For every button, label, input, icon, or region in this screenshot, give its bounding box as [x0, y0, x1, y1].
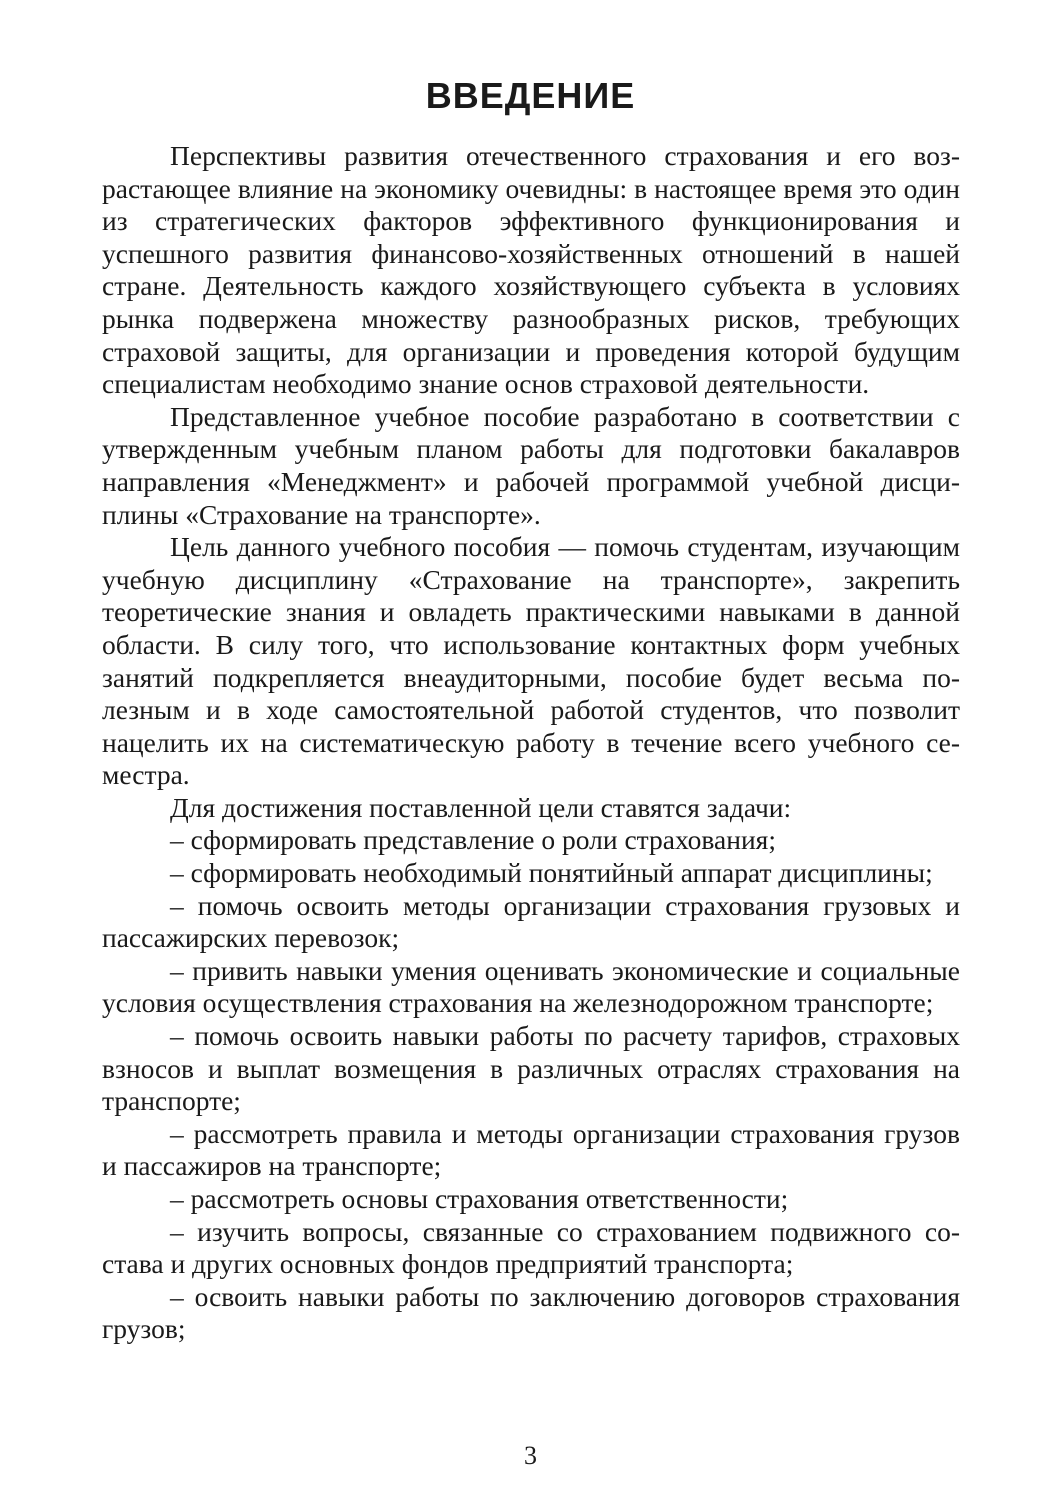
task-list-item: – привить навыки умения оценивать экономические и социальные условия осуществления страхования на железнодорожном транспорте;: [102, 954, 960, 1019]
page-number: 3: [524, 1441, 537, 1470]
task-list-item: – освоить навыки работы по заключению договоров страхования грузов;: [102, 1280, 960, 1345]
task-list-item: – рассмотреть правила и методы организации страхования грузов и пассажиров на транспорте;: [102, 1117, 960, 1182]
page-title: ВВЕДЕНИЕ: [425, 75, 636, 116]
paragraph-intro: Перспективы развития отечественного страхования и его возрастающее влияние на экономику очевидны: в настоящее время это один из стратегических факторов эффективного функционирования и успешного развития финансово-хозяйственных отношений в нашей стране. Деятельность каждого хозяйствующего субъекта в условиях рынка подвержена множеству разнообразных рисков, требующих страховой защиты, для организации и проведения которой будущим специалистам необходимо знание основ страховой деятельности.: [102, 140, 960, 400]
paragraph-tasks-intro: Для достижения поставленной цели ставятся задачи:: [170, 791, 792, 823]
task-list-item: – помочь освоить навыки работы по расчету тарифов, страховых взносов и выплат возмещения в различных отраслях страхования на транспорте;: [102, 1020, 960, 1117]
paragraph-goal: Цель данного учебного пособия — помочь студентам, изучающим учебную дисциплину «Страхование на транспорте», закрепить теоретические знания и овладеть практическими навыками в данной области. В силу того, что использование контактных форм учебных занятий подкрепляется внеаудиторными, пособие будет весьма полезным и в ходе самостоятельной работой студентов, что позволит нацелить их на систематическую работу в течение всего учебного семестра.: [102, 531, 960, 791]
task-list-item: – рассмотреть основы страхования ответственности;: [170, 1183, 789, 1214]
task-list-item: – изучить вопросы, связанные со страхованием подвижного состава и других основных фондов предприятий транспорта;: [102, 1215, 960, 1280]
task-list-item: – помочь освоить методы организации страхования грузовых и пассажирских перевозок;: [102, 889, 960, 954]
task-list-item: – сформировать необходимый понятийный аппарат дисциплины;: [170, 857, 933, 889]
task-list-item: – сформировать представление о роли страхования;: [170, 824, 776, 856]
paragraph-purpose: Представленное учебное пособие разработано в соответствии с утвержденным учебным планом работы для подготовки бакалавров направления «Менеджмент» и рабочей программой учебной дисциплины «Страхование на транспорте».: [102, 400, 960, 530]
document-body: [102, 140, 960, 1346]
